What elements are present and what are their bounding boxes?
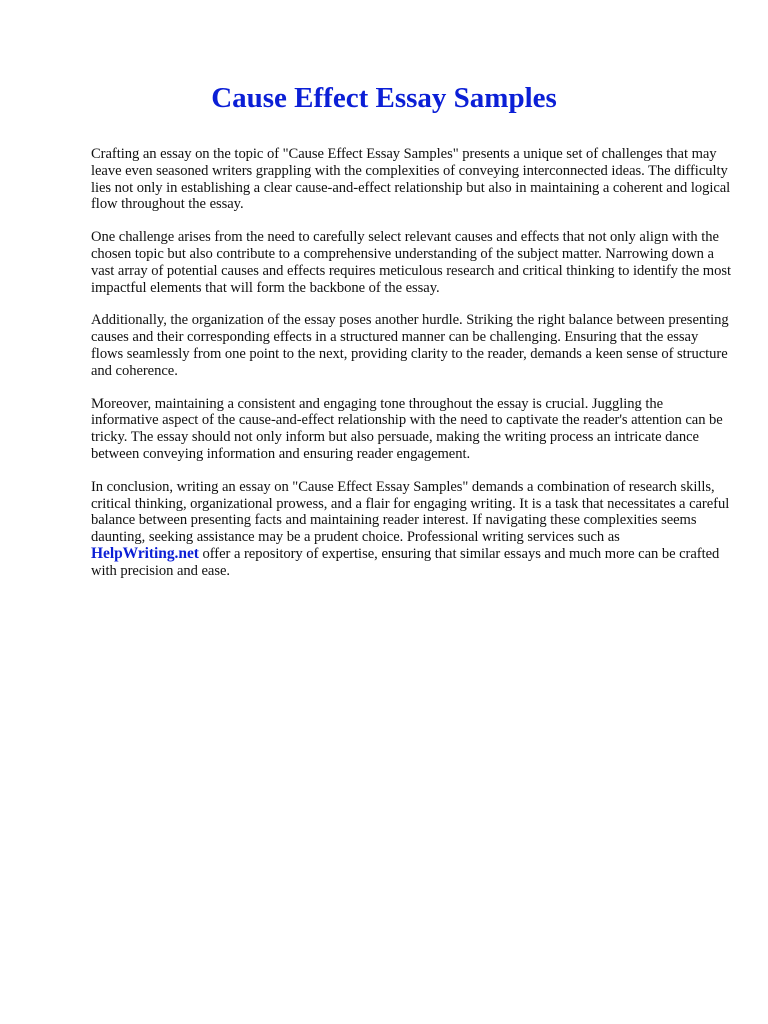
paragraph-conclusion [91,479,731,580]
helpwriting-link[interactable]: HelpWriting.net [91,544,199,562]
page-title: Cause Effect Essay Samples [211,82,557,114]
essay-body [91,146,731,596]
paragraph-causes-effects: One challenge arises from the need to carefully select relevant causes and effects that not only align with the chosen topic but also contribute to a comprehensive understanding of the subject matter. Narrowing down a vast array of potential causes and effects requires meticulous research and critical thinking to identify the most impactful elements that will form the backbone of the essay. [91,229,731,296]
conclusion-text-before-link: In conclusion, writing an essay on "Cause Effect Essay Samples" demands a combination of research skills, critical thinking, organizational prowess, and a flair for engaging writing. It is a task that necessitates a careful balance between presenting facts and maintaining reader interest. If navigating these complexities seems daunting, seeking assistance may be a prudent choice. Professional writing services such as [91,478,730,546]
paragraph-intro: Crafting an essay on the topic of "Cause Effect Essay Samples" presents a unique set of challenges that may leave even seasoned writers grappling with the complexities of conveying interconnected ideas. The difficulty lies not only in establishing a clear cause-and-effect relationship but also in maintaining a coherent and logical flow throughout the essay. [91,146,731,213]
paragraph-organization: Additionally, the organization of the essay poses another hurdle. Striking the right balance between presenting causes and their corresponding effects in a structured manner can be challenging. Ensuring that the essay flows seamlessly from one point to the next, providing clarity to the reader, demands a keen sense of structure and coherence. [91,312,729,379]
conclusion-text-after-link: offer a repository of expertise, ensuring that similar essays and much more can be crafted with precision and ease. [91,545,720,579]
paragraph-tone: Moreover, maintaining a consistent and engaging tone throughout the essay is crucial. Juggling the informative aspect of the cause-and-effect relationship with the need to captivate the reader's attention can be tricky. The essay should not only inform but also persuade, making the writing process an intricate dance between conveying information and ensuring reader engagement. [91,395,723,462]
